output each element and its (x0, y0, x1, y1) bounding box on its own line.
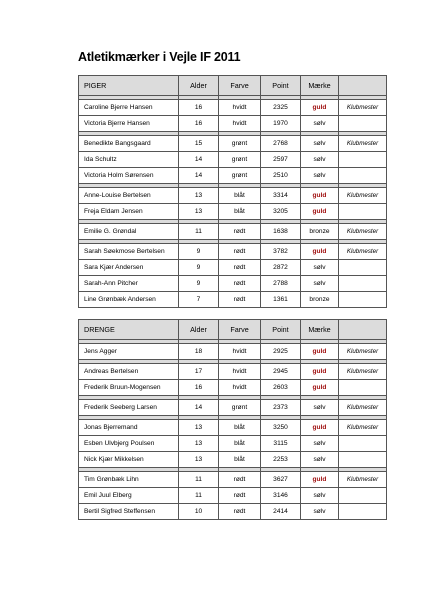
points-cell: 3115 (261, 436, 301, 452)
color-cell: grønt (219, 168, 261, 184)
table-row (79, 364, 387, 380)
note-cell: Klubmester (339, 420, 387, 436)
athlete-name: Benedikte Bangsgaard (79, 136, 179, 152)
age-cell: 14 (179, 152, 219, 168)
athlete-name: Jens Agger (79, 344, 179, 360)
athlete-name: Jonas Bjerremand (79, 420, 179, 436)
note-cell: Klubmester (339, 100, 387, 116)
table-row (79, 292, 387, 308)
badge-cell: sølv (301, 504, 339, 520)
piger-table (78, 75, 387, 308)
note-cell: Klubmester (339, 244, 387, 260)
note-cell (339, 260, 387, 276)
note-cell: Klubmester (339, 188, 387, 204)
points-cell: 2945 (261, 364, 301, 380)
table-row (79, 436, 387, 452)
badge-cell: guld (301, 420, 339, 436)
color-cell: grønt (219, 400, 261, 416)
color-cell: hvidt (219, 344, 261, 360)
table-row (79, 152, 387, 168)
points-cell: 2414 (261, 504, 301, 520)
age-cell: 11 (179, 472, 219, 488)
badge-cell: sølv (301, 168, 339, 184)
drenge-header: DRENGE (79, 320, 179, 340)
color-cell: blåt (219, 452, 261, 468)
table-row (79, 488, 387, 504)
column-header-note (339, 76, 387, 96)
badge-cell: sølv (301, 136, 339, 152)
points-cell: 3250 (261, 420, 301, 436)
badge-cell: sølv (301, 276, 339, 292)
color-cell: rødt (219, 276, 261, 292)
athlete-name: Victoria Holm Sørensen (79, 168, 179, 184)
page-title: Atletikmærker i Vejle IF 2011 (78, 50, 241, 64)
badge-cell: guld (301, 344, 339, 360)
badge-cell: guld (301, 364, 339, 380)
color-cell: blåt (219, 420, 261, 436)
athlete-name: Sarah Søekmose Bertelsen (79, 244, 179, 260)
points-cell: 3314 (261, 188, 301, 204)
athlete-name: Caroline Bjerre Hansen (79, 100, 179, 116)
age-cell: 13 (179, 188, 219, 204)
note-cell: Klubmester (339, 344, 387, 360)
color-cell: blåt (219, 188, 261, 204)
note-cell (339, 436, 387, 452)
age-cell: 17 (179, 364, 219, 380)
color-cell: rødt (219, 488, 261, 504)
points-cell: 2768 (261, 136, 301, 152)
points-cell: 3627 (261, 472, 301, 488)
color-cell: hvidt (219, 364, 261, 380)
points-cell: 2325 (261, 100, 301, 116)
column-header-alder: Alder (179, 76, 219, 96)
color-cell: blåt (219, 436, 261, 452)
piger-header-row (79, 76, 387, 96)
table-row (79, 100, 387, 116)
table-row (79, 136, 387, 152)
table-row (79, 400, 387, 416)
points-cell: 2253 (261, 452, 301, 468)
athlete-name: Emil Juul Elberg (79, 488, 179, 504)
color-cell: rødt (219, 472, 261, 488)
column-header-farve: Farve (219, 76, 261, 96)
athlete-name: Bertil Sigfred Steffensen (79, 504, 179, 520)
note-cell (339, 380, 387, 396)
drenge-header-row (79, 320, 387, 340)
table-row (79, 224, 387, 240)
age-cell: 13 (179, 452, 219, 468)
points-cell: 2603 (261, 380, 301, 396)
athlete-name: Line Grønbæk Andersen (79, 292, 179, 308)
athlete-name: Anne-Louise Bertelsen (79, 188, 179, 204)
column-header-alder: Alder (179, 320, 219, 340)
column-header-point: Point (261, 320, 301, 340)
badge-cell: guld (301, 244, 339, 260)
table-row (79, 420, 387, 436)
note-cell (339, 504, 387, 520)
points-cell: 1970 (261, 116, 301, 132)
table-row (79, 504, 387, 520)
age-cell: 10 (179, 504, 219, 520)
table-row (79, 260, 387, 276)
table-row (79, 472, 387, 488)
note-cell (339, 204, 387, 220)
table-row (79, 244, 387, 260)
points-cell: 3146 (261, 488, 301, 504)
note-cell (339, 292, 387, 308)
age-cell: 7 (179, 292, 219, 308)
note-cell (339, 152, 387, 168)
age-cell: 13 (179, 204, 219, 220)
column-header-note (339, 320, 387, 340)
athlete-name: Sarah-Ann Pitcher (79, 276, 179, 292)
badge-cell: guld (301, 100, 339, 116)
color-cell: hvidt (219, 380, 261, 396)
color-cell: rødt (219, 504, 261, 520)
points-cell: 2872 (261, 260, 301, 276)
column-header-maerke: Mærke (301, 76, 339, 96)
age-cell: 14 (179, 400, 219, 416)
points-cell: 2925 (261, 344, 301, 360)
table-row (79, 276, 387, 292)
athlete-name: Esben Ulvbjerg Poulsen (79, 436, 179, 452)
athlete-name: Victoria Bjerre Hansen (79, 116, 179, 132)
athlete-name: Emilie G. Grøndal (79, 224, 179, 240)
badge-cell: sølv (301, 152, 339, 168)
color-cell: rødt (219, 224, 261, 240)
athlete-name: Freja Eldam Jensen (79, 204, 179, 220)
age-cell: 9 (179, 244, 219, 260)
points-cell: 2788 (261, 276, 301, 292)
note-cell: Klubmester (339, 364, 387, 380)
badge-cell: sølv (301, 488, 339, 504)
age-cell: 11 (179, 224, 219, 240)
column-header-point: Point (261, 76, 301, 96)
athlete-name: Andreas Bertelsen (79, 364, 179, 380)
badge-cell: sølv (301, 436, 339, 452)
drenge-table (78, 319, 387, 520)
badge-cell: guld (301, 472, 339, 488)
color-cell: rødt (219, 244, 261, 260)
table-row (79, 344, 387, 360)
color-cell: blåt (219, 204, 261, 220)
column-header-farve: Farve (219, 320, 261, 340)
note-cell (339, 452, 387, 468)
age-cell: 9 (179, 276, 219, 292)
column-header-maerke: Mærke (301, 320, 339, 340)
points-cell: 2510 (261, 168, 301, 184)
badge-cell: guld (301, 188, 339, 204)
color-cell: grønt (219, 136, 261, 152)
points-cell: 2597 (261, 152, 301, 168)
color-cell: rødt (219, 260, 261, 276)
note-cell (339, 168, 387, 184)
color-cell: rødt (219, 292, 261, 308)
badge-cell: guld (301, 380, 339, 396)
color-cell: hvidt (219, 100, 261, 116)
table-row (79, 204, 387, 220)
age-cell: 18 (179, 344, 219, 360)
table-row (79, 380, 387, 396)
athlete-name: Sara Kjær Andersen (79, 260, 179, 276)
age-cell: 16 (179, 116, 219, 132)
points-cell: 3205 (261, 204, 301, 220)
piger-header: PIGER (79, 76, 179, 96)
age-cell: 13 (179, 420, 219, 436)
athlete-name: Frederik Bruun-Mogensen (79, 380, 179, 396)
note-cell (339, 276, 387, 292)
badge-cell: bronze (301, 224, 339, 240)
athlete-name: Nick Kjær Mikkelsen (79, 452, 179, 468)
age-cell: 15 (179, 136, 219, 152)
note-cell (339, 488, 387, 504)
points-cell: 1361 (261, 292, 301, 308)
note-cell: Klubmester (339, 224, 387, 240)
age-cell: 14 (179, 168, 219, 184)
badge-cell: bronze (301, 292, 339, 308)
table-row (79, 188, 387, 204)
color-cell: hvidt (219, 116, 261, 132)
badge-cell: sølv (301, 260, 339, 276)
note-cell: Klubmester (339, 400, 387, 416)
table-row (79, 116, 387, 132)
age-cell: 16 (179, 380, 219, 396)
badge-cell: guld (301, 204, 339, 220)
table-row (79, 168, 387, 184)
note-cell (339, 116, 387, 132)
age-cell: 16 (179, 100, 219, 116)
badge-cell: sølv (301, 400, 339, 416)
table-row (79, 452, 387, 468)
age-cell: 13 (179, 436, 219, 452)
note-cell: Klubmester (339, 472, 387, 488)
note-cell: Klubmester (339, 136, 387, 152)
badge-cell: sølv (301, 116, 339, 132)
age-cell: 9 (179, 260, 219, 276)
athlete-name: Frederik Seeberg Larsen (79, 400, 179, 416)
color-cell: grønt (219, 152, 261, 168)
athlete-name: Ida Schultz (79, 152, 179, 168)
points-cell: 2373 (261, 400, 301, 416)
points-cell: 3782 (261, 244, 301, 260)
age-cell: 11 (179, 488, 219, 504)
athlete-name: Tim Grønbæk Lihn (79, 472, 179, 488)
badge-cell: sølv (301, 452, 339, 468)
points-cell: 1638 (261, 224, 301, 240)
